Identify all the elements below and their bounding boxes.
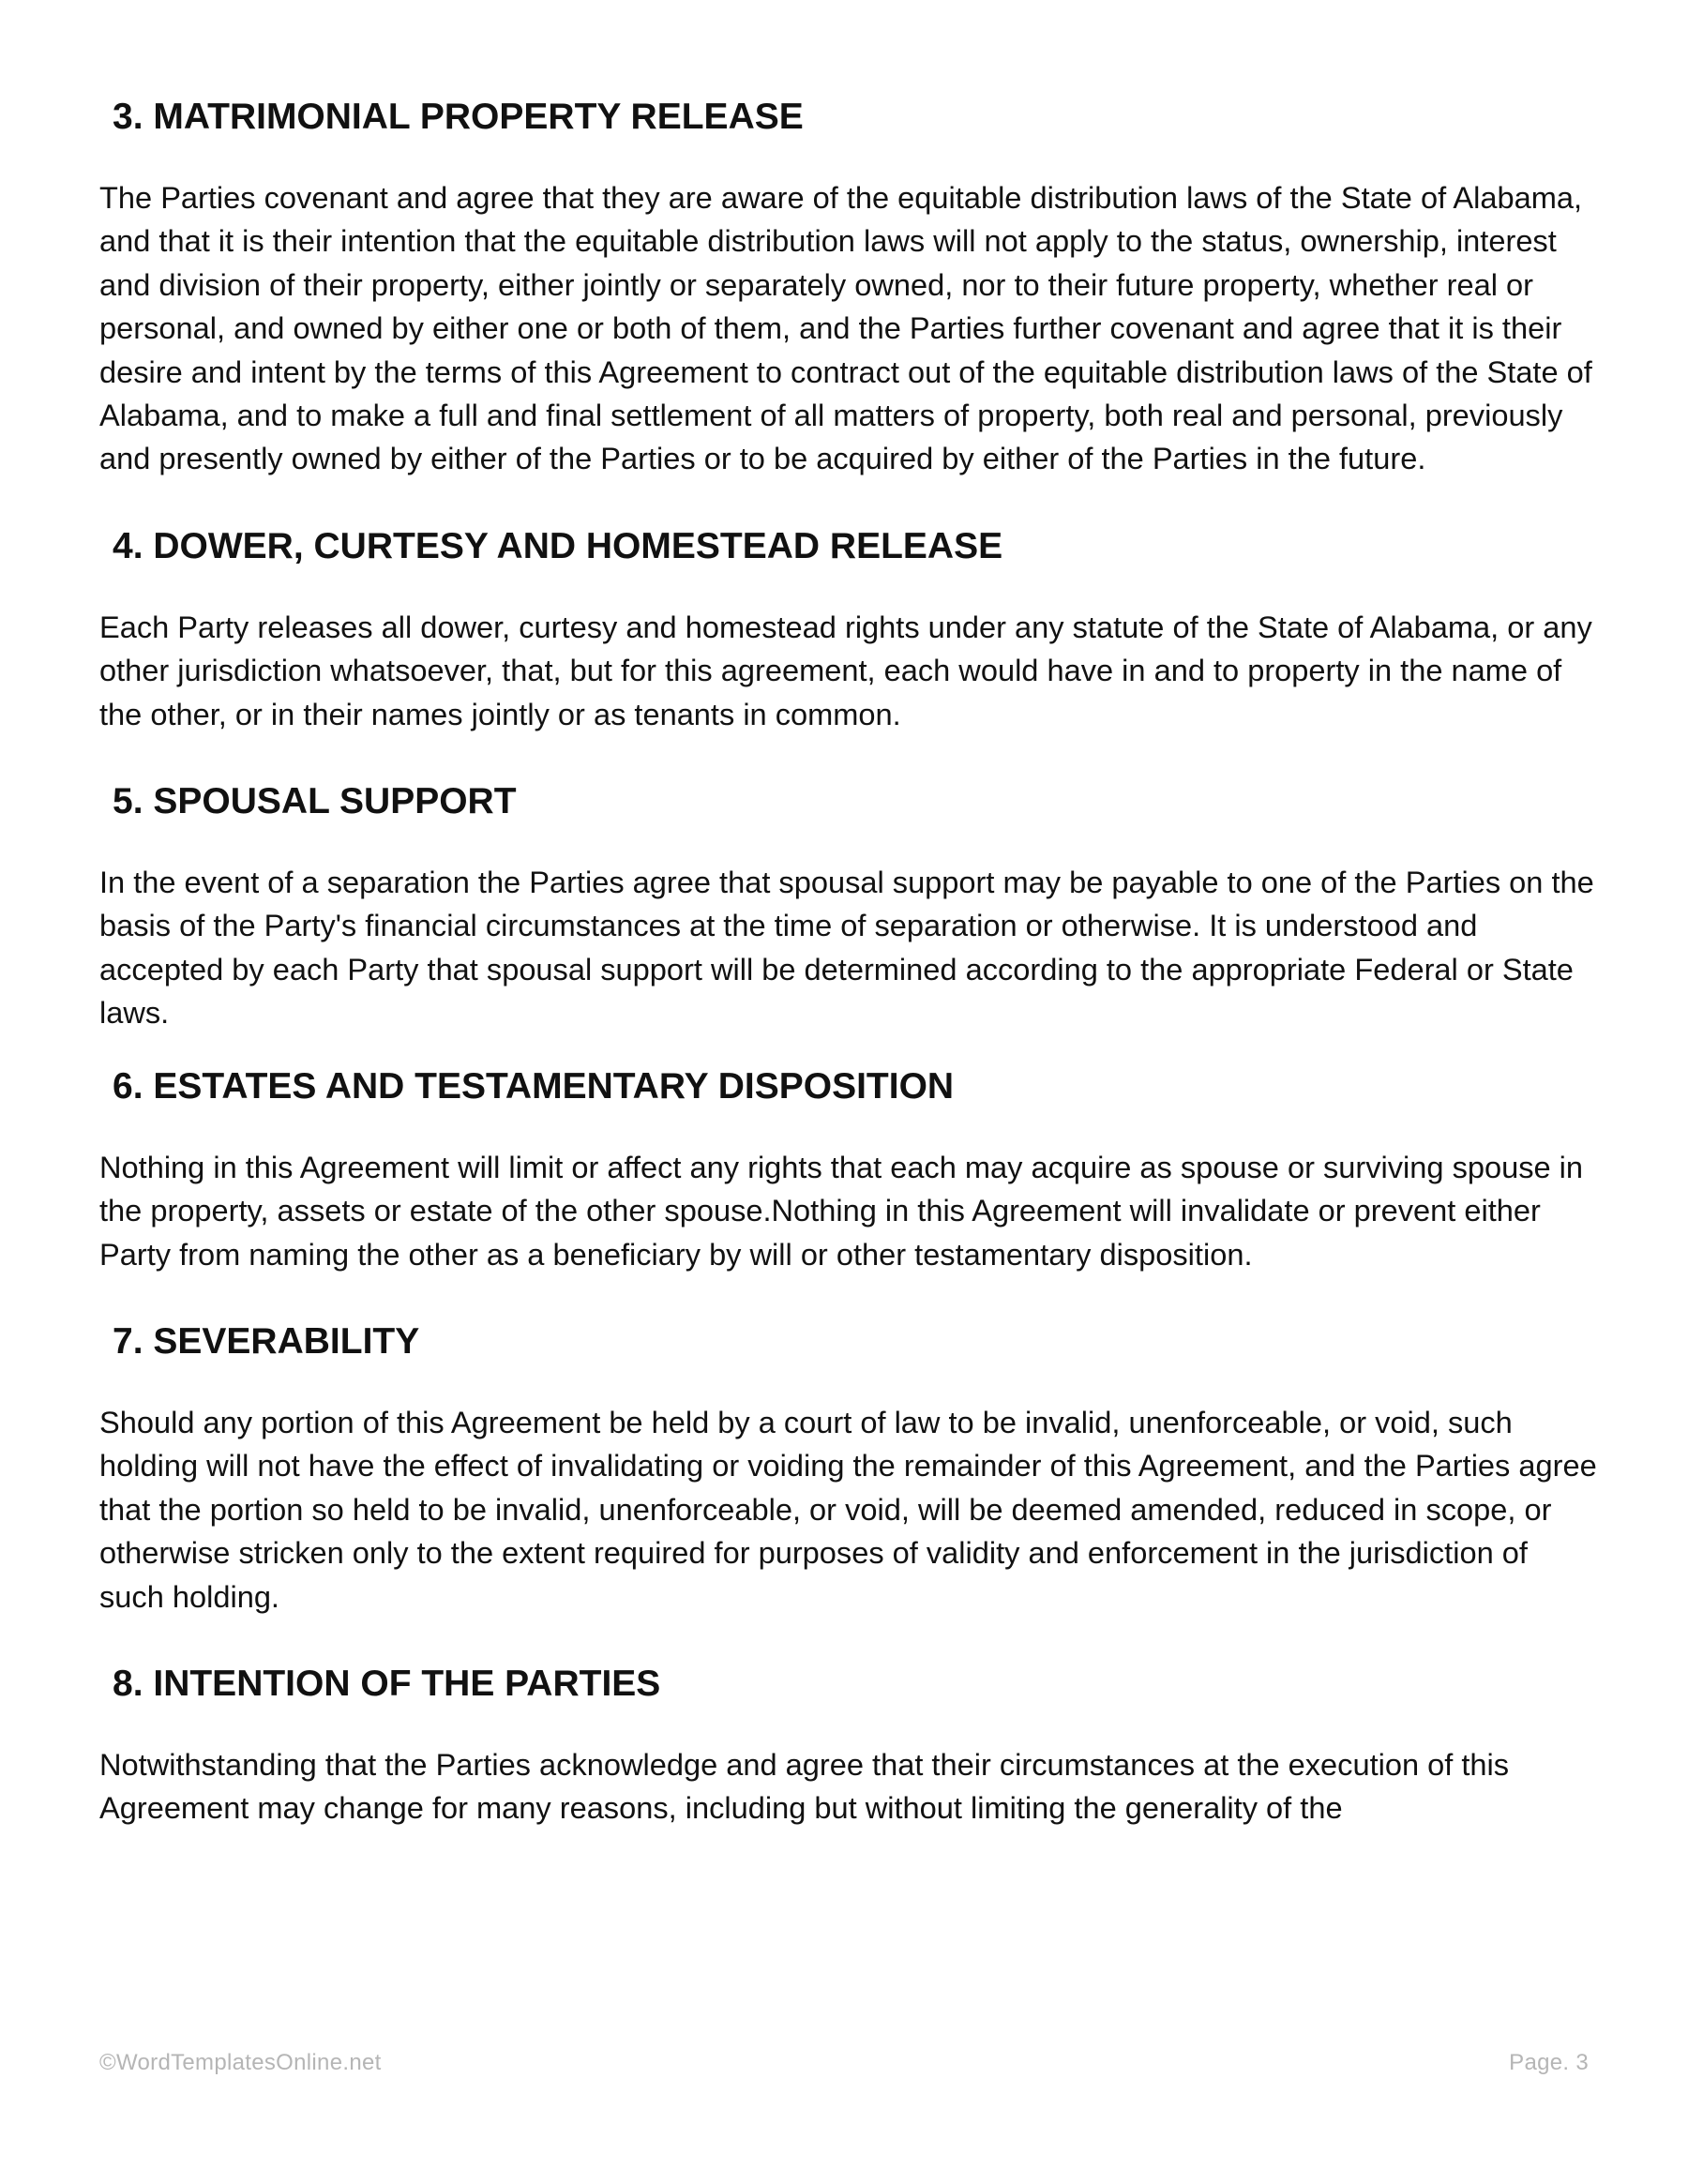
section-paragraph: In the event of a separation the Parties agree that spousal support may be payable to one of the Parties on the basis of the Party's financial circumstances at the time of separation or otherwise. It is understood and accepted by each Party that spousal support will be determined according to the appropriate Federal or State laws. xyxy=(99,865,1594,1031)
section-paragraph: Each Party releases all dower, curtesy and homestead rights under any statute of the State of Alabama, or any other jurisdiction whatsoever, that, but for this agreement, each would have in and to property in the name of the other, or in their names jointly or as tenants in common. xyxy=(99,609,1592,731)
section-heading: 8. INTENTION OF THE PARTIES xyxy=(113,1663,661,1704)
section-heading: 7. SEVERABILITY xyxy=(113,1320,420,1362)
section-matrimonial-property-release xyxy=(99,94,1600,481)
footer-copyright: ©WordTemplatesOnline.net xyxy=(99,2050,382,2075)
section-spousal-support xyxy=(99,778,1600,1035)
section-paragraph: Nothing in this Agreement will limit or affect any rights that each may acquire as spouse or surviving spouse in the property, assets or estate of the other spouse.Nothing in this Agreement will invalidate or prevent either Party from naming the other as a beneficiary by will or other testamentary disposition. xyxy=(99,1149,1584,1272)
section-paragraph: The Parties covenant and agree that they are aware of the equitable distribution laws of the State of Alabama, and that it is their intention that the equitable distribution laws will not apply to the status, ownership, interest and division of their property, either jointly or separately owned, nor to their future property, whether real or personal, and owned by either one or both of them, and the Parties further covenant and agree that it is their desire and intent by the terms of this Agreement to contract out of the equitable distribution laws of the State of Alabama, and to make a full and final settlement of all matters of property, both real and personal, previously and presently owned by either of the Parties or to be acquired by either of the Parties in the future. xyxy=(99,180,1592,476)
document-body xyxy=(99,94,1600,1830)
section-heading: 6. ESTATES AND TESTAMENTARY DISPOSITION xyxy=(113,1065,955,1107)
section-heading: 3. MATRIMONIAL PROPERTY RELEASE xyxy=(113,97,804,137)
section-estates-testamentary-disposition xyxy=(99,1063,1600,1276)
footer-page-number: Page. 3 xyxy=(1509,2050,1589,2075)
section-dower-curtesy-homestead-release xyxy=(99,523,1600,736)
section-heading: 5. SPOUSAL SUPPORT xyxy=(113,781,517,822)
section-paragraph: Should any portion of this Agreement be held by a court of law to be invalid, unenforceable, or void, such holding will not have the effect of invalidating or voiding the remainder of this Agreement, and the Parties agree that the portion so held to be invalid, unenforceable, or void, will be deemed amended, reduced in scope, or otherwise stricken only to the extent required for purposes of validity and enforcement in the jurisdiction of such holding. xyxy=(99,1404,1597,1614)
section-severability xyxy=(99,1318,1600,1619)
section-intention-of-the-parties xyxy=(99,1661,1600,1830)
section-paragraph: Notwithstanding that the Parties acknowledge and agree that their circumstances at the execution of this Agreement may change for many reasons, including but without limiting the generality of the xyxy=(99,1746,1510,1826)
section-heading: 4. DOWER, CURTESY AND HOMESTEAD RELEASE xyxy=(113,525,1003,566)
